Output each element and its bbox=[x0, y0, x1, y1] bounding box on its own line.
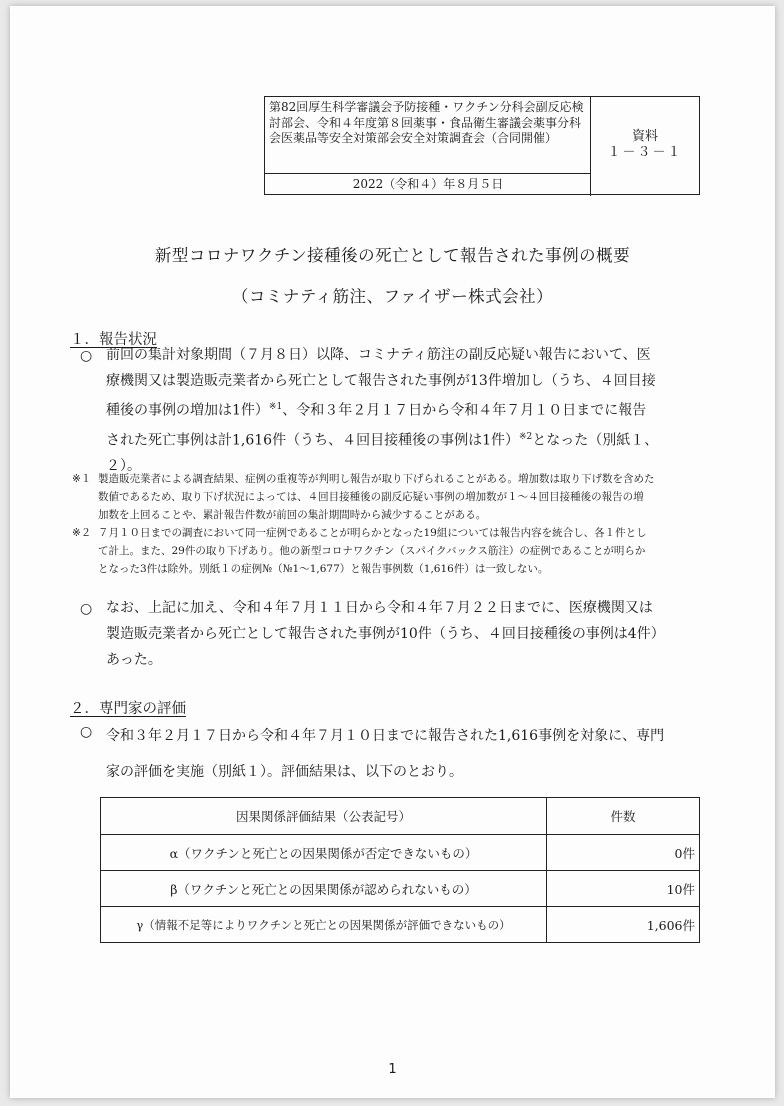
note1-mark: ※１ bbox=[72, 473, 92, 485]
text-span: となった（別紙１、 bbox=[532, 432, 659, 449]
row-label-gamma: γ（情報不足等によりワクチンと死亡との因果関係が評価できないもの） bbox=[101, 907, 547, 943]
document-id-cell bbox=[591, 97, 699, 196]
doc-label: 資料 bbox=[631, 129, 658, 144]
note2-mark: ※２ bbox=[72, 527, 92, 539]
evaluation-table bbox=[100, 797, 700, 943]
note1-text bbox=[98, 470, 718, 524]
section1-paragraph2 bbox=[106, 595, 726, 673]
footnote-ref-1: ※1 bbox=[268, 402, 283, 412]
column-header-count: 件数 bbox=[547, 798, 700, 835]
text-line: なお、上記に加え、令和４年７月１１日から令和４年７月２２日までに、医療機関又は bbox=[106, 600, 653, 616]
bullet-circle: ○ bbox=[80, 724, 93, 740]
text-span: 、令和３年２月１７日から令和４年７月１０日までに報告 bbox=[282, 402, 647, 419]
table-row bbox=[101, 907, 700, 943]
text-line: ２）。 bbox=[106, 458, 141, 475]
table-row bbox=[101, 871, 700, 907]
row-count-beta: 10件 bbox=[547, 871, 700, 907]
section2-paragraph bbox=[106, 718, 726, 790]
text-span: された死亡事例は計1,616件（うち、４回目接種後の事例は1件） bbox=[106, 432, 519, 449]
section1-heading: １．報告状況 bbox=[70, 332, 157, 348]
section2-heading: ２．専門家の評価 bbox=[70, 701, 186, 717]
note-line: 数値であるため、取り下げ状況によっては、４回目接種後の副反応疑い事例の増加数が１～４回目接種後の報告の増 bbox=[98, 491, 644, 503]
row-label-alpha: α（ワクチンと死亡との因果関係が否定できないもの） bbox=[101, 835, 547, 871]
meeting-date: 2022（令和４）年８月５日 bbox=[265, 173, 591, 195]
note-line: となった3件は除外。別紙１の症例№（№1～1,677）と報告事例数（1,616件）は一致しない。 bbox=[98, 563, 549, 575]
text-line bbox=[106, 424, 726, 454]
row-count-alpha: 0件 bbox=[547, 835, 700, 871]
table-row bbox=[101, 835, 700, 871]
text-line: あった。 bbox=[106, 652, 162, 668]
bullet-circle: ○ bbox=[80, 348, 93, 364]
section1-paragraph1 bbox=[106, 342, 726, 479]
text-line: 前回の集計対象期間（７月８日）以降、コミナティ筋注の副反応疑い報告において、医 bbox=[106, 347, 651, 363]
note-line: 製造販売業者による調査結果、症例の重複等が判明し報告が取り下げられることがある。増加数は取り下げ数を含めた bbox=[98, 473, 655, 485]
row-count-gamma: 1,606件 bbox=[547, 907, 700, 943]
header-box bbox=[264, 96, 700, 195]
footnote-ref-2: ※2 bbox=[519, 431, 533, 442]
document-page bbox=[10, 6, 775, 1098]
text-line: 療機関又は製造販売業者から死亡として報告された事例が13件増加し（うち、４回目接 bbox=[106, 373, 656, 389]
note-line: て計上。また、29件の取り下げあり。他の新型コロナワクチン（スパイクバックス筋注）の症例であることが明らか bbox=[98, 545, 646, 557]
meeting-name: 第82回厚生科学審議会予防接種・ワクチン分科会副反応検討部会、令和４年度第８回薬事・食品衛生審議会薬事分科会医薬品等安全対策部会安全対策調査会（合同開催） bbox=[269, 100, 584, 145]
page-title: 新型コロナワクチン接種後の死亡として報告された事例の概要 bbox=[154, 246, 631, 265]
header-left-cell bbox=[265, 97, 591, 196]
note-line: 加数を上回ることや、累計報告件数が前回の集計期間時から減少することがある。 bbox=[98, 509, 487, 521]
text-line bbox=[106, 394, 726, 424]
note-line: ７月１０日までの調査において同一症例であることが明らかとなった19組については報告内容を統合し、各１件とし bbox=[98, 527, 647, 539]
page-subtitle: （コミナティ筋注、ファイザー株式会社） bbox=[231, 287, 554, 306]
column-header-result: 因果関係評価結果（公表記号） bbox=[101, 798, 547, 835]
text-line: 令和３年２月１７日から令和４年７月１０日までに報告された1,616事例を対象に、専門 bbox=[106, 728, 665, 744]
note2-text bbox=[98, 524, 718, 578]
table-header-row bbox=[101, 798, 700, 835]
bullet-circle: ○ bbox=[80, 601, 93, 617]
page-number: 1 bbox=[388, 1062, 397, 1077]
row-label-beta: β（ワクチンと死亡との因果関係が認められないもの） bbox=[101, 871, 547, 907]
text-line: 家の評価を実施（別紙１）。評価結果は、以下のとおり。 bbox=[106, 764, 463, 780]
text-span: 種後の事例の増加は1件） bbox=[106, 402, 269, 419]
doc-number: １－３－１ bbox=[607, 145, 683, 160]
text-line: 製造販売業者から死亡として報告された事例が10件（うち、４回目接種後の事例は4件） bbox=[106, 626, 665, 642]
